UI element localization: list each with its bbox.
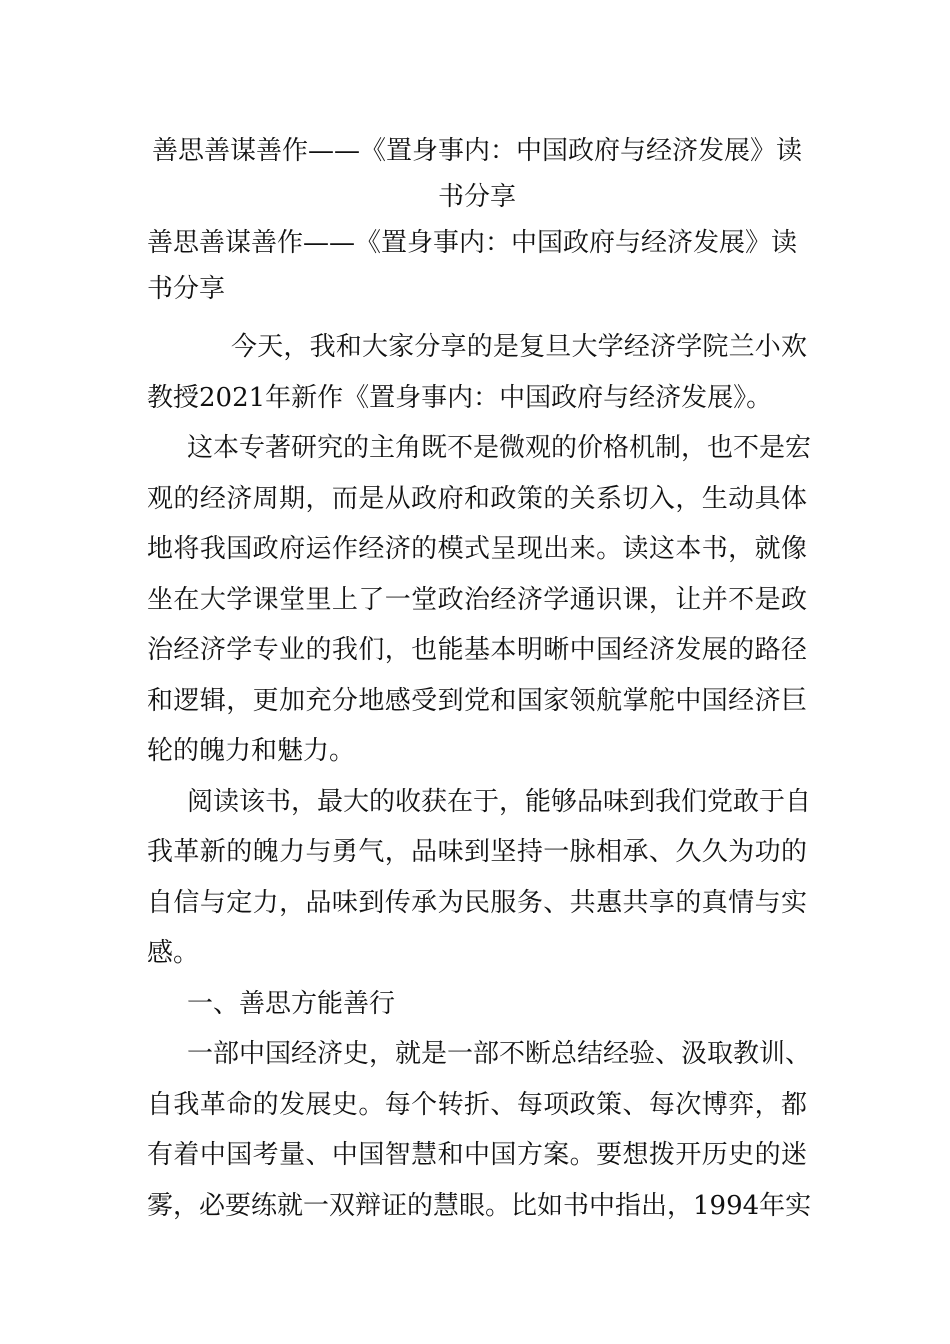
text-line: 和逻辑，更加充分地感受到党和国家领航掌舵中国经济巨 bbox=[147, 685, 807, 716]
text-line: 自我革命的发展史。每个转折、每项政策、每次博弈，都 bbox=[147, 1089, 807, 1120]
title-line-2: 书分享 bbox=[437, 182, 516, 212]
text-line: 地将我国政府运作经济的模式呈现出来。读这本书，就像 bbox=[147, 534, 807, 564]
section-heading-text: 一、善思方能善行 bbox=[187, 988, 396, 1019]
paragraph-economic-history bbox=[147, 1029, 812, 1231]
text-line: 一部中国经济史，就是一部不断总结经验、汲取教训、 bbox=[187, 1039, 812, 1069]
text-line: 自信与定力，品味到传承为民服务、共惠共享的真情与实 bbox=[147, 887, 807, 918]
text-line: 有着中国考量、中国智慧和中国方案。要想拨开历史的迷 bbox=[147, 1140, 807, 1170]
document-title-repeat bbox=[147, 220, 807, 312]
title-repeat-line-2: 书分享 bbox=[147, 274, 226, 304]
text-line: 感。 bbox=[147, 938, 200, 968]
text-line: 教授2021年新作《置身事内：中国政府与经济发展》。 bbox=[147, 382, 773, 413]
text-line: 今天，我和大家分享的是复旦大学经济学院兰小欢 bbox=[231, 332, 807, 362]
title-line-1: 善思善谋善作——《置身事内：中国政府与经济发展》读 bbox=[151, 136, 802, 166]
paragraph-intro bbox=[147, 322, 807, 423]
text-line: 坐在大学课堂里上了一堂政治经济学通识课，让并不是政 bbox=[147, 584, 807, 615]
title-repeat-line-1: 善思善谋善作——《置身事内：中国政府与经济发展》读 bbox=[147, 228, 798, 258]
text-line: 雾，必要练就一双辩证的慧眼。比如书中指出，1994年实 bbox=[147, 1190, 812, 1221]
text-line: 阅读该书，最大的收获在于，能够品味到我们党敢于自 bbox=[187, 786, 812, 817]
paragraph-takeaways bbox=[147, 777, 812, 979]
text-line: 轮的魄力和魅力。 bbox=[147, 736, 356, 766]
document-page bbox=[147, 128, 812, 1231]
document-title-centered bbox=[147, 128, 807, 220]
text-line: 观的经济周期，而是从政府和政策的关系切入，生动具体 bbox=[147, 483, 807, 514]
paragraph-book-overview bbox=[147, 423, 812, 777]
text-line: 这本专著研究的主角既不是微观的价格机制，也不是宏 bbox=[187, 433, 812, 463]
text-line: 我革新的魄力与勇气，品味到坚持一脉相承、久久为功的 bbox=[147, 837, 807, 867]
section-heading bbox=[147, 979, 807, 1030]
text-line: 治经济学专业的我们，也能基本明晰中国经济发展的路径 bbox=[147, 635, 807, 665]
